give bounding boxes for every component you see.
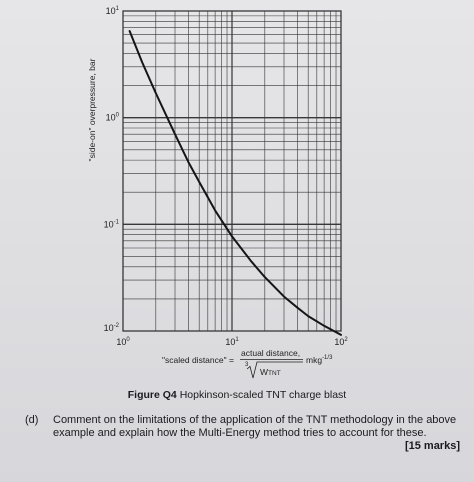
y-axis-label: "side-on" overpressure, bar [87, 58, 97, 162]
x-tick-label: $10^1$ [225, 337, 239, 347]
chart-grid [123, 11, 341, 331]
y-tick-label: $10^1$ [105, 6, 119, 16]
formula-root-index: 3 [245, 362, 249, 368]
y-tick-labels [104, 6, 120, 333]
y-tick-label: $10^{-1}$ [103, 219, 119, 230]
x-tick-labels [116, 337, 348, 347]
figure-caption: Figure Q4 Hopkinson-scaled TNT charge blast [127, 389, 347, 401]
formula-denominator: WTNT [260, 367, 281, 377]
question-text: Comment on the limitations of the application of the TNT methodology in the above example and explain how the Multi-Energy method tries to account for these. [53, 414, 457, 439]
formula-numerator: actual distance, [241, 348, 301, 358]
chart-curve-layer [130, 31, 341, 335]
formula-prefix: "scaled distance" = [162, 355, 234, 365]
formula-unit: mkg$^{-1/3}$ [306, 355, 333, 365]
x-tick-label: $10^0$ [116, 337, 130, 347]
series-line [130, 31, 341, 335]
question-marks: [15 marks] [404, 440, 460, 452]
question-part-label: (d) [25, 414, 39, 426]
y-tick-label: $10^{-2}$ [103, 323, 119, 333]
x-tick-label: $10^2$ [334, 337, 348, 347]
y-tick-label: $10^0$ [105, 112, 119, 123]
